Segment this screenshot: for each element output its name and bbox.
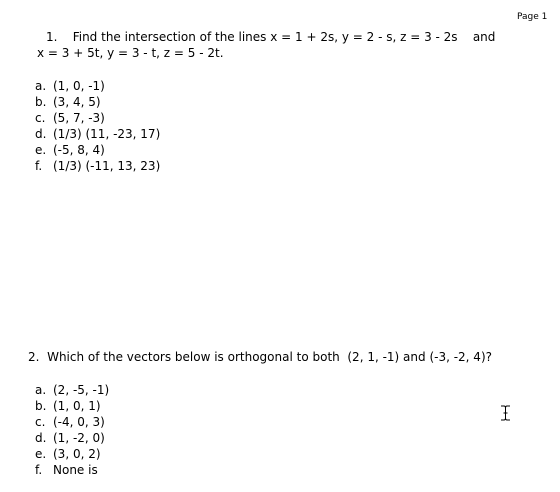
choice-letter: d. [35, 431, 47, 445]
choice-text: (-5, 8, 4) [53, 143, 105, 157]
choice-item [35, 94, 160, 110]
choice-letter: f. [35, 159, 43, 173]
choice-item [35, 446, 109, 462]
choice-letter: b. [35, 399, 47, 413]
choice-text: (3, 4, 5) [53, 95, 101, 109]
question-1-text-line-1: 1. Find the intersection of the lines x = 1 + 2s, y = 2 - s, z = 3 - 2s and [46, 30, 496, 44]
choice-text: (1, -2, 0) [53, 431, 105, 445]
choice-item [35, 462, 109, 478]
choice-text: (5, 7, -3) [53, 111, 105, 125]
question-2-text: 2. Which of the vectors below is orthogonal to both (2, 1, -1) and (-3, -2, 4)? [28, 350, 492, 364]
choice-item [35, 110, 160, 126]
choice-text: (-4, 0, 3) [53, 415, 105, 429]
choice-text: (1, 0, 1) [53, 399, 101, 413]
choice-letter: e. [35, 143, 47, 157]
choice-letter: f. [35, 463, 43, 477]
question-2-choices [35, 382, 109, 478]
choice-text: None is [53, 463, 98, 477]
page-number: Page 1 [517, 12, 548, 22]
choice-item [35, 78, 160, 94]
choice-letter: c. [35, 111, 46, 125]
choice-letter: d. [35, 127, 47, 141]
choice-letter: b. [35, 95, 47, 109]
question-1-text-line-2: x = 3 + 5t, y = 3 - t, z = 5 - 2t. [37, 46, 224, 60]
choice-text: (1/3) (-11, 13, 23) [53, 159, 161, 173]
choice-item [35, 398, 109, 414]
choice-letter: a. [35, 79, 47, 93]
choice-item [35, 430, 109, 446]
text-ibeam-cursor-icon [500, 405, 511, 421]
choice-text: (1/3) (11, -23, 17) [53, 127, 161, 141]
choice-letter: a. [35, 383, 47, 397]
choice-item [35, 158, 160, 174]
question-1-choices [35, 78, 160, 174]
choice-text: (2, -5, -1) [53, 383, 110, 397]
choice-letter: c. [35, 415, 46, 429]
choice-item [35, 414, 109, 430]
choice-text: (3, 0, 2) [53, 447, 101, 461]
choice-item [35, 126, 160, 142]
choice-letter: e. [35, 447, 47, 461]
choice-item [35, 142, 160, 158]
choice-item [35, 382, 109, 398]
choice-text: (1, 0, -1) [53, 79, 105, 93]
